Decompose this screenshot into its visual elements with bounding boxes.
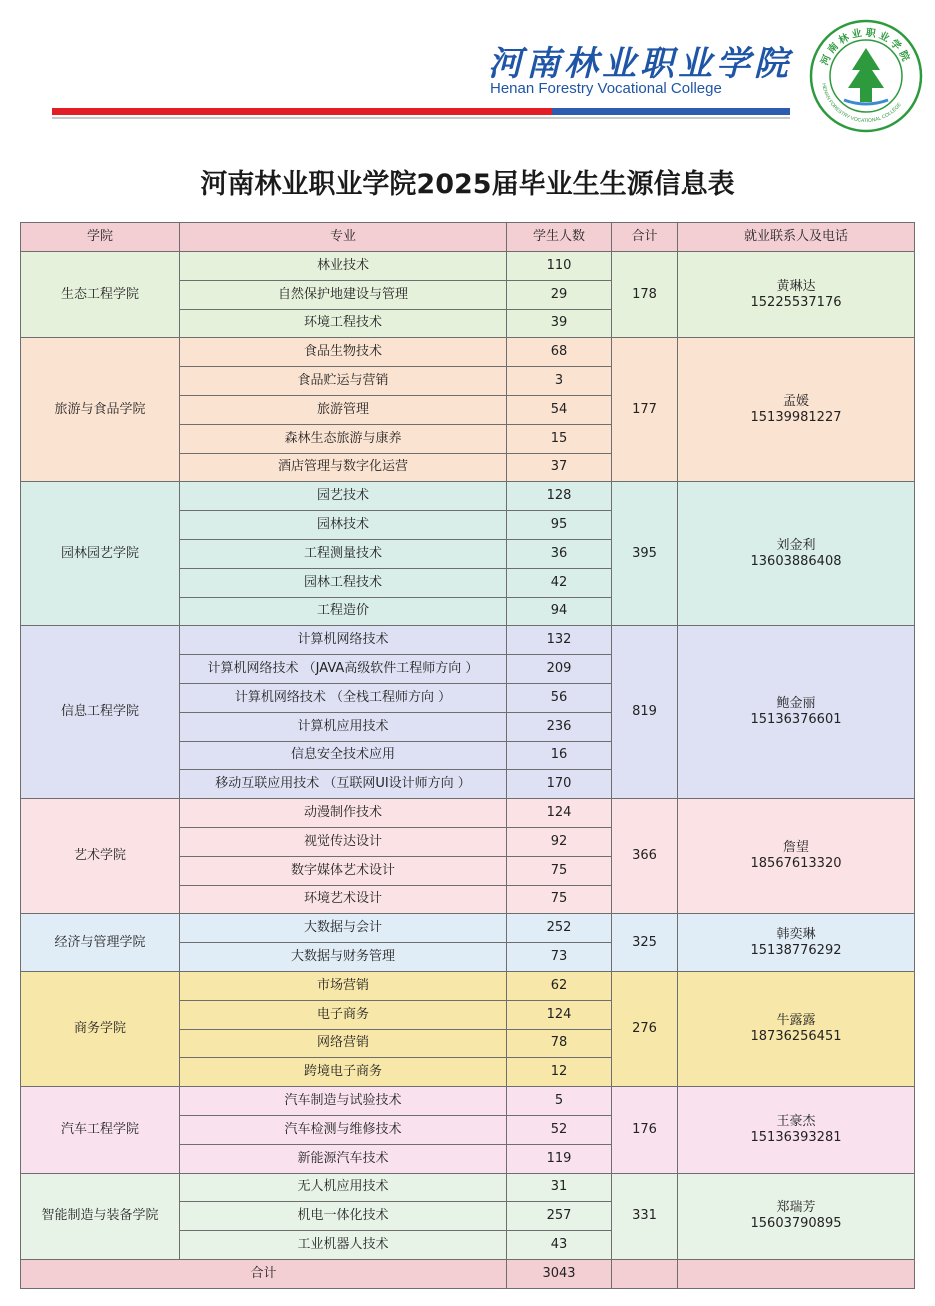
contact-cell (678, 626, 915, 799)
major-name: 视觉传达设计 (180, 827, 507, 856)
contact-phone: 18567613320 (750, 856, 842, 872)
student-count: 95 (507, 511, 612, 540)
major-name: 工程测量技术 (180, 539, 507, 568)
student-count: 39 (507, 309, 612, 338)
major-name: 跨境电子商务 (180, 1058, 507, 1087)
school-name-en: Henan Forestry Vocational College (490, 80, 722, 97)
college-total: 176 (612, 1087, 678, 1173)
major-name: 信息安全技术应用 (180, 741, 507, 770)
contact-cell (678, 1173, 915, 1259)
contact-name: 詹望 (782, 840, 809, 856)
contact-phone: 15138776292 (750, 942, 842, 958)
college-name: 艺术学院 (21, 799, 180, 914)
major-name: 计算机网络技术 (180, 626, 507, 655)
major-name: 食品生物技术 (180, 338, 507, 367)
page-title: 河南林业职业学院2025届毕业生生源信息表 (200, 169, 735, 200)
contact-name: 刘金利 (776, 537, 816, 553)
college-name: 旅游与食品学院 (21, 338, 180, 482)
major-name: 计算机网络技术 （全栈工程师方向 ） (180, 683, 507, 712)
college-name: 汽车工程学院 (21, 1087, 180, 1173)
major-name: 工业机器人技术 (180, 1231, 507, 1260)
major-name: 大数据与财务管理 (180, 943, 507, 972)
contact-cell (678, 482, 915, 626)
grand-total-blank (678, 1259, 915, 1288)
contact-cell (678, 1087, 915, 1173)
student-count: 3 (507, 367, 612, 396)
student-count: 52 (507, 1115, 612, 1144)
graduate-info-table (20, 222, 915, 1289)
college-total: 331 (612, 1173, 678, 1259)
major-name: 环境工程技术 (180, 309, 507, 338)
student-count: 54 (507, 395, 612, 424)
college-total: 325 (612, 914, 678, 972)
grand-total-row (21, 1259, 915, 1288)
student-count: 15 (507, 424, 612, 453)
major-name: 旅游管理 (180, 395, 507, 424)
major-name: 电子商务 (180, 1000, 507, 1029)
major-name: 动漫制作技术 (180, 799, 507, 828)
table-row (21, 252, 915, 281)
student-count: 5 (507, 1087, 612, 1116)
student-count: 36 (507, 539, 612, 568)
major-name: 无人机应用技术 (180, 1173, 507, 1202)
major-name: 汽车制造与试验技术 (180, 1087, 507, 1116)
contact-cell (678, 971, 915, 1086)
student-count: 124 (507, 799, 612, 828)
student-count: 12 (507, 1058, 612, 1087)
table-row (21, 1087, 915, 1116)
contact-phone: 15225537176 (750, 294, 842, 310)
college-total: 177 (612, 338, 678, 482)
student-count: 75 (507, 856, 612, 885)
school-name-cn: 河南林业职业学院 (488, 44, 792, 84)
table-row (21, 1173, 915, 1202)
student-count: 78 (507, 1029, 612, 1058)
logo-ring-text-en: HENAN FORESTRY VOCATIONAL COLLEGE (820, 82, 903, 125)
major-name: 自然保护地建设与管理 (180, 280, 507, 309)
major-name: 数字媒体艺术设计 (180, 856, 507, 885)
grand-total-label: 合计 (21, 1259, 507, 1288)
student-count: 31 (507, 1173, 612, 1202)
contact-name: 郑瑞芳 (776, 1200, 816, 1216)
student-count: 236 (507, 712, 612, 741)
contact-cell (678, 799, 915, 914)
contact-name: 韩奕琳 (776, 926, 816, 942)
contact-phone: 15136376601 (750, 712, 842, 728)
grand-total-value: 3043 (507, 1259, 612, 1288)
contact-name: 孟媛 (782, 393, 809, 409)
major-name: 园林工程技术 (180, 568, 507, 597)
student-count: 119 (507, 1144, 612, 1173)
table-row (21, 799, 915, 828)
college-name: 经济与管理学院 (21, 914, 180, 972)
header-major: 专业 (180, 223, 507, 252)
contact-phone: 15139981227 (750, 409, 842, 425)
header-divider (52, 117, 790, 119)
student-count: 257 (507, 1202, 612, 1231)
major-name: 大数据与会计 (180, 914, 507, 943)
major-name: 园林技术 (180, 511, 507, 540)
major-name: 网络营销 (180, 1029, 507, 1058)
college-total: 395 (612, 482, 678, 626)
major-name: 汽车检测与维修技术 (180, 1115, 507, 1144)
college-name: 生态工程学院 (21, 252, 180, 338)
logo-ring-text-cn: 河南林业职业学院 (819, 27, 913, 68)
contact-cell (678, 338, 915, 482)
student-count: 124 (507, 1000, 612, 1029)
page-header (0, 0, 935, 140)
student-count: 16 (507, 741, 612, 770)
major-name: 食品贮运与营销 (180, 367, 507, 396)
table-header-row (21, 223, 915, 252)
college-total: 276 (612, 971, 678, 1086)
major-name: 计算机网络技术 （JAVA高级软件工程师方向 ） (180, 655, 507, 684)
college-total: 178 (612, 252, 678, 338)
contact-phone: 13603886408 (750, 553, 842, 569)
table-row (21, 914, 915, 943)
major-name: 移动互联应用技术 （互联网UI设计师方向 ） (180, 770, 507, 799)
header-student-count: 学生人数 (507, 223, 612, 252)
student-count: 132 (507, 626, 612, 655)
college-name: 信息工程学院 (21, 626, 180, 799)
student-count: 75 (507, 885, 612, 914)
student-count: 252 (507, 914, 612, 943)
major-name: 工程造价 (180, 597, 507, 626)
student-count: 94 (507, 597, 612, 626)
table-row (21, 482, 915, 511)
header-blue-bar (552, 108, 790, 115)
student-count: 170 (507, 770, 612, 799)
major-name: 环境艺术设计 (180, 885, 507, 914)
student-count: 110 (507, 252, 612, 281)
student-count: 73 (507, 943, 612, 972)
student-count: 43 (507, 1231, 612, 1260)
student-count: 62 (507, 971, 612, 1000)
major-name: 园艺技术 (180, 482, 507, 511)
header-contact: 就业联系人及电话 (678, 223, 915, 252)
student-count: 92 (507, 827, 612, 856)
college-name: 园林园艺学院 (21, 482, 180, 626)
major-name: 森林生态旅游与康养 (180, 424, 507, 453)
college-total: 366 (612, 799, 678, 914)
contact-phone: 18736256451 (750, 1029, 842, 1045)
contact-phone: 15603790895 (750, 1216, 842, 1232)
table-row (21, 626, 915, 655)
student-count: 37 (507, 453, 612, 482)
major-name: 机电一体化技术 (180, 1202, 507, 1231)
header-college: 学院 (21, 223, 180, 252)
college-total: 819 (612, 626, 678, 799)
major-name: 市场营销 (180, 971, 507, 1000)
table-row (21, 971, 915, 1000)
header-subtotal: 合计 (612, 223, 678, 252)
grand-total-blank (612, 1259, 678, 1288)
contact-name: 王豪杰 (776, 1113, 816, 1129)
student-count: 209 (507, 655, 612, 684)
contact-cell (678, 252, 915, 338)
student-count: 29 (507, 280, 612, 309)
student-count: 56 (507, 683, 612, 712)
college-name: 商务学院 (21, 971, 180, 1086)
major-name: 林业技术 (180, 252, 507, 281)
major-name: 酒店管理与数字化运营 (180, 453, 507, 482)
student-count: 128 (507, 482, 612, 511)
header-red-bar (52, 108, 552, 115)
contact-cell (678, 914, 915, 972)
contact-name: 鲍金丽 (776, 696, 816, 712)
contact-name: 牛露露 (776, 1013, 816, 1029)
college-name: 智能制造与装备学院 (21, 1173, 180, 1259)
student-count: 42 (507, 568, 612, 597)
contact-phone: 15136393281 (750, 1129, 842, 1145)
major-name: 计算机应用技术 (180, 712, 507, 741)
table-row (21, 338, 915, 367)
student-count: 68 (507, 338, 612, 367)
college-logo (808, 18, 924, 134)
contact-name: 黄琳达 (776, 278, 816, 294)
major-name: 新能源汽车技术 (180, 1144, 507, 1173)
